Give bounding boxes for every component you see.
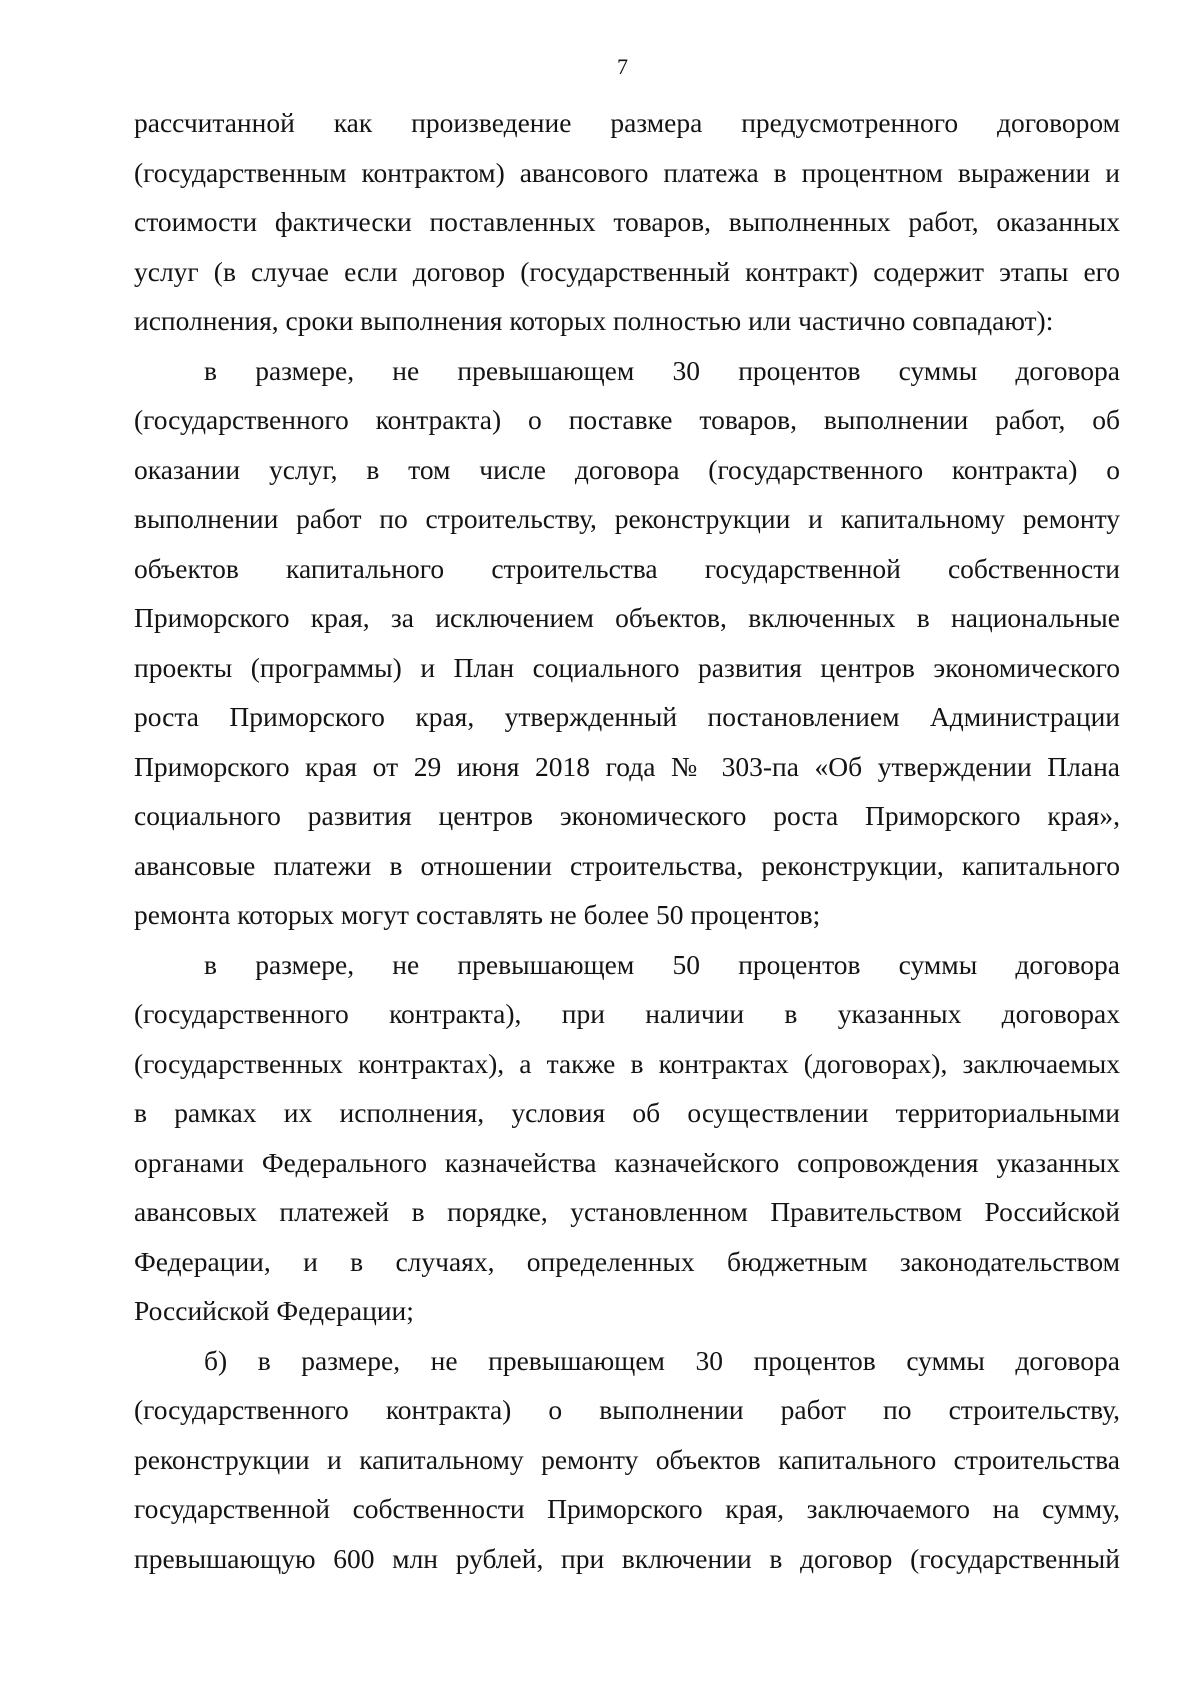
text-line: объектов капитального строительства государственной собственности bbox=[134, 552, 1120, 584]
text-line: авансовые платежи в отношении строительства, реконструкции, капитального bbox=[134, 849, 1120, 881]
text-line: роста Приморского края, утвержденный постановлением Администрации bbox=[134, 701, 1120, 732]
text-line: социального развития центров экономического роста Приморского края», bbox=[134, 800, 1120, 831]
text-line: (государственного контракта) о выполнении работ по строительству, bbox=[134, 1394, 1120, 1425]
text-line: выполнении работ по строительству, реконструкции и капитальному ремонту bbox=[134, 503, 1120, 534]
text-line: б) в размере, не превышающем 30 процентов суммы договора bbox=[204, 1344, 1120, 1376]
text-line: проекты (программы) и План социального развития центров экономического bbox=[134, 651, 1120, 683]
text-line: государственной собственности Приморского края, заключаемого на сумму, bbox=[134, 1493, 1120, 1524]
text-line: (государственного контракта), при наличии в указанных договорах bbox=[134, 998, 1120, 1029]
text-line: исполнения, сроки выполнения которых полностью или частично совпадают): bbox=[134, 305, 1054, 336]
text-line: в рамках их исполнения, условия об осуществлении территориальными bbox=[134, 1097, 1120, 1128]
text-line: реконструкции и капитальному ремонту объектов капитального строительства bbox=[134, 1443, 1120, 1475]
text-line: оказании услуг, в том числе договора (государственного контракта) о bbox=[134, 453, 1120, 485]
text-line: (государственных контрактах), а также в контрактах (договорах), заключаемых bbox=[134, 1047, 1120, 1079]
text-line: стоимости фактически поставленных товаров, выполненных работ, оказанных bbox=[134, 206, 1120, 237]
text-line: ремонта которых могут составлять не более 50 процентов; bbox=[134, 899, 821, 930]
text-line: (государственного контракта) о поставке товаров, выполнении работ, об bbox=[134, 404, 1120, 435]
text-line: превышающую 600 млн рублей, при включении в договор (государственный bbox=[134, 1542, 1120, 1574]
text-line: услуг (в случае если договор (государственный контракт) содержит этапы его bbox=[134, 255, 1120, 287]
paragraph-30-percent bbox=[134, 346, 1120, 940]
text-line: Российской Федерации; bbox=[134, 1295, 414, 1326]
text-line: (государственным контрактом) авансового платежа в процентном выражении и bbox=[134, 156, 1120, 188]
text-line: органами Федерального казначейства казначейского сопровождения указанных bbox=[134, 1146, 1120, 1178]
text-line: авансовых платежей в порядке, установленном Правительством Российской bbox=[134, 1196, 1120, 1227]
paragraph-intro bbox=[134, 98, 1120, 346]
text-line: Приморского края от 29 июня 2018 года № 303-па «Об утверждении Плана bbox=[134, 750, 1120, 782]
page-number: 7 bbox=[617, 54, 628, 79]
text-line: в размере, не превышающем 30 процентов суммы договора bbox=[204, 354, 1120, 386]
text-line: рассчитанной как произведение размера предусмотренного договором bbox=[134, 107, 1120, 138]
document-body bbox=[134, 98, 1120, 1583]
text-line: Федерации, и в случаях, определенных бюджетным законодательством bbox=[134, 1245, 1120, 1277]
paragraph-50-percent bbox=[134, 940, 1120, 1336]
text-line: в размере, не превышающем 50 процентов суммы договора bbox=[204, 948, 1120, 980]
text-line: Приморского края, за исключением объектов, включенных в национальные bbox=[134, 602, 1120, 633]
paragraph-b bbox=[134, 1336, 1120, 1584]
